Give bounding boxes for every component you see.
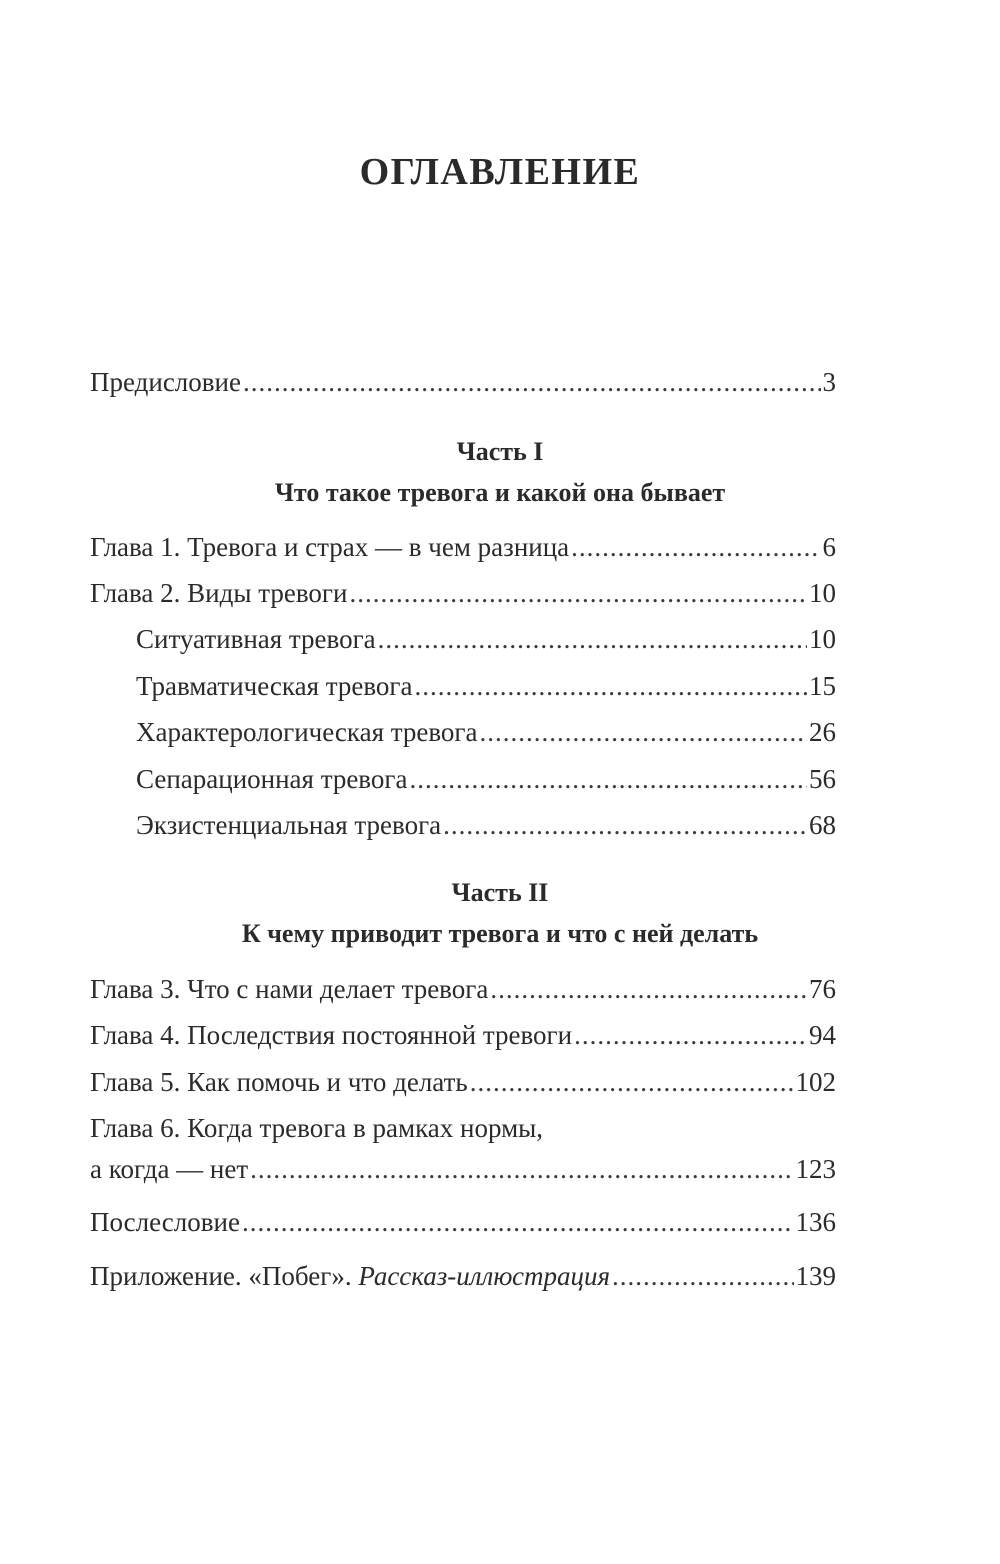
toc-page-number: 136	[795, 1207, 836, 1237]
dot-leader	[443, 808, 807, 842]
dot-leader	[415, 669, 808, 703]
toc-entry-label: Сепарационная тревога	[136, 764, 408, 794]
toc-page-number: 76	[809, 974, 836, 1004]
page-title: ОГЛАВЛЕНИЕ	[359, 151, 641, 193]
dot-leader	[490, 972, 807, 1006]
dot-leader	[243, 365, 821, 399]
toc-entry-label: Экзистенциальная тревога	[136, 810, 442, 840]
dot-leader	[612, 1259, 793, 1293]
toc-entry-label: Характерологическая тревога	[136, 717, 478, 747]
toc-entry-chapter-4[interactable]	[90, 1018, 836, 1052]
part-2-subtitle: К чему приводит тревога и что с ней делать	[241, 919, 759, 948]
dot-leader	[409, 762, 807, 796]
dot-leader	[242, 1205, 794, 1239]
part-1-subtitle: Что такое тревога и какой она бывает	[274, 478, 726, 507]
appendix-label: Приложение. «Побег».	[90, 1261, 352, 1291]
toc-entry-label: Предисловие	[90, 367, 241, 397]
toc-subentry-characterological[interactable]	[136, 715, 836, 749]
toc-entry-chapter-6-line-1[interactable]: Глава 6. Когда тревога в рамках нормы,	[90, 1113, 544, 1143]
toc-entry-label: Послесловие	[90, 1207, 240, 1237]
toc-entry-afterword[interactable]	[90, 1205, 836, 1239]
toc-entry-chapter-2[interactable]	[90, 576, 836, 610]
toc-entry-label: Глава 2. Виды тревоги	[90, 578, 348, 608]
toc-entry-label: Глава 3. Что с нами делает тревога	[90, 974, 489, 1004]
toc-entry-label: а когда — нет	[90, 1154, 249, 1184]
toc-subentry-situational[interactable]	[136, 622, 836, 656]
toc-entry-chapter-5[interactable]	[90, 1065, 836, 1099]
toc-page-number: 3	[822, 367, 836, 397]
toc-entry-label	[90, 1259, 612, 1293]
toc-page-number: 6	[822, 532, 836, 562]
toc-page-number: 68	[809, 810, 836, 840]
dot-leader	[571, 530, 820, 564]
toc-entry-label: Глава 4. Последствия постоянной тревоги	[90, 1020, 573, 1050]
toc-entry-label: Ситуативная тревога	[136, 624, 376, 654]
toc-entry-foreword[interactable]	[90, 365, 836, 399]
toc-subentry-traumatic[interactable]	[136, 669, 836, 703]
toc-subentry-separation[interactable]	[136, 762, 836, 796]
part-1-title: Часть I	[456, 437, 544, 466]
toc-page-number: 10	[809, 578, 836, 608]
dot-leader	[479, 715, 807, 749]
toc-page-number: 94	[809, 1020, 836, 1050]
toc-page-number: 15	[809, 671, 836, 701]
toc-entry-chapter-3[interactable]	[90, 972, 836, 1006]
dot-leader	[349, 576, 807, 610]
dot-leader	[574, 1018, 807, 1052]
toc-page-number: 102	[795, 1067, 836, 1097]
dot-leader	[378, 622, 807, 656]
toc-entry-chapter-6[interactable]	[90, 1152, 836, 1186]
appendix-label-italic: Рассказ-иллюстрация	[358, 1261, 611, 1291]
toc-page-number: 26	[809, 717, 836, 747]
toc-page-number: 123	[795, 1154, 836, 1184]
toc-entry-label: Глава 1. Тревога и страх — в чем разница	[90, 532, 570, 562]
toc-entry-appendix[interactable]	[90, 1259, 836, 1293]
dot-leader	[250, 1152, 793, 1186]
toc-page-number: 10	[809, 624, 836, 654]
toc-page-number: 139	[795, 1261, 836, 1291]
toc-entry-label: Травматическая тревога	[136, 671, 413, 701]
part-2-title: Часть II	[451, 878, 549, 907]
toc-entry-label: Глава 5. Как помочь и что делать	[90, 1067, 468, 1097]
toc-subentry-existential[interactable]	[136, 808, 836, 842]
toc-page-number: 56	[809, 764, 836, 794]
dot-leader	[470, 1065, 794, 1099]
toc-entry-chapter-1[interactable]	[90, 530, 836, 564]
